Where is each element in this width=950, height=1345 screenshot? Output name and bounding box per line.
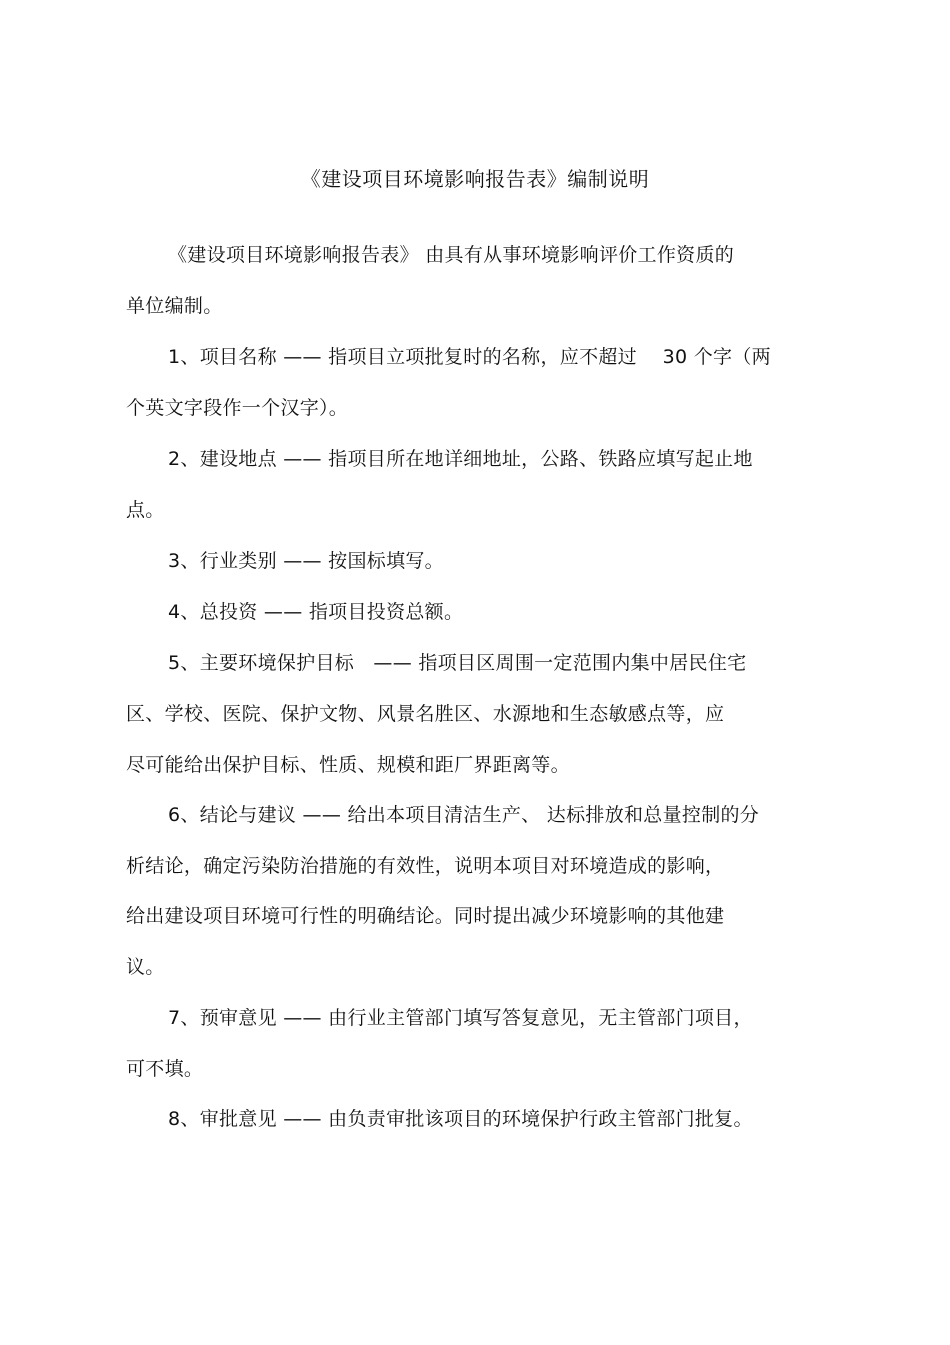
item-5-line-2: 区、学校、医院、保护文物、风景名胜区、水源地和生态敏感点等，应 xyxy=(126,703,725,725)
item-2-line-1: 2、建设地点 —— 指项目所在地详细地址，公路、铁路应填写起止地 xyxy=(168,448,753,470)
item-6-line-4: 议。 xyxy=(126,956,165,978)
item-1-line-1: 1、项目名称 —— 指项目立项批复时的名称，应不超过 30 个字（两 xyxy=(168,346,771,368)
item-7-line-1: 7、预审意见 —— 由行业主管部门填写答复意见，无主管部门项目， xyxy=(168,1007,753,1029)
item-5-line-3: 尽可能给出保护目标、性质、规模和距厂界距离等。 xyxy=(126,754,570,776)
item-4-line-1: 4、总投资 —— 指项目投资总额。 xyxy=(168,601,464,623)
item-1-line-2: 个英文字段作一个汉字）。 xyxy=(126,397,349,419)
intro-line-2: 单位编制。 xyxy=(126,295,223,317)
intro-line-1: 《建设项目环境影响报告表》 由具有从事环境影响评价工作资质的 xyxy=(168,244,735,266)
item-6-line-1: 6、结论与建议 —— 给出本项目清洁生产、 达标排放和总量控制的分 xyxy=(168,804,760,826)
document-title: 《建设项目环境影响报告表》编制说明 xyxy=(300,167,650,191)
item-2-line-2: 点。 xyxy=(126,499,165,521)
item-6-line-3: 给出建设项目环境可行性的明确结论。同时提出减少环境影响的其他建 xyxy=(126,905,725,927)
item-7-line-2: 可不填。 xyxy=(126,1058,204,1080)
item-5-line-1: 5、主要环境保护目标 —— 指项目区周围一定范围内集中居民住宅 xyxy=(168,652,747,674)
item-3-line-1: 3、行业类别 —— 按国标填写。 xyxy=(168,550,444,572)
item-6-line-2: 析结论，确定污染防治措施的有效性，说明本项目对环境造成的影响， xyxy=(126,855,725,877)
item-8-line-1: 8、审批意见 —— 由负责审批该项目的环境保护行政主管部门批复。 xyxy=(168,1108,753,1130)
